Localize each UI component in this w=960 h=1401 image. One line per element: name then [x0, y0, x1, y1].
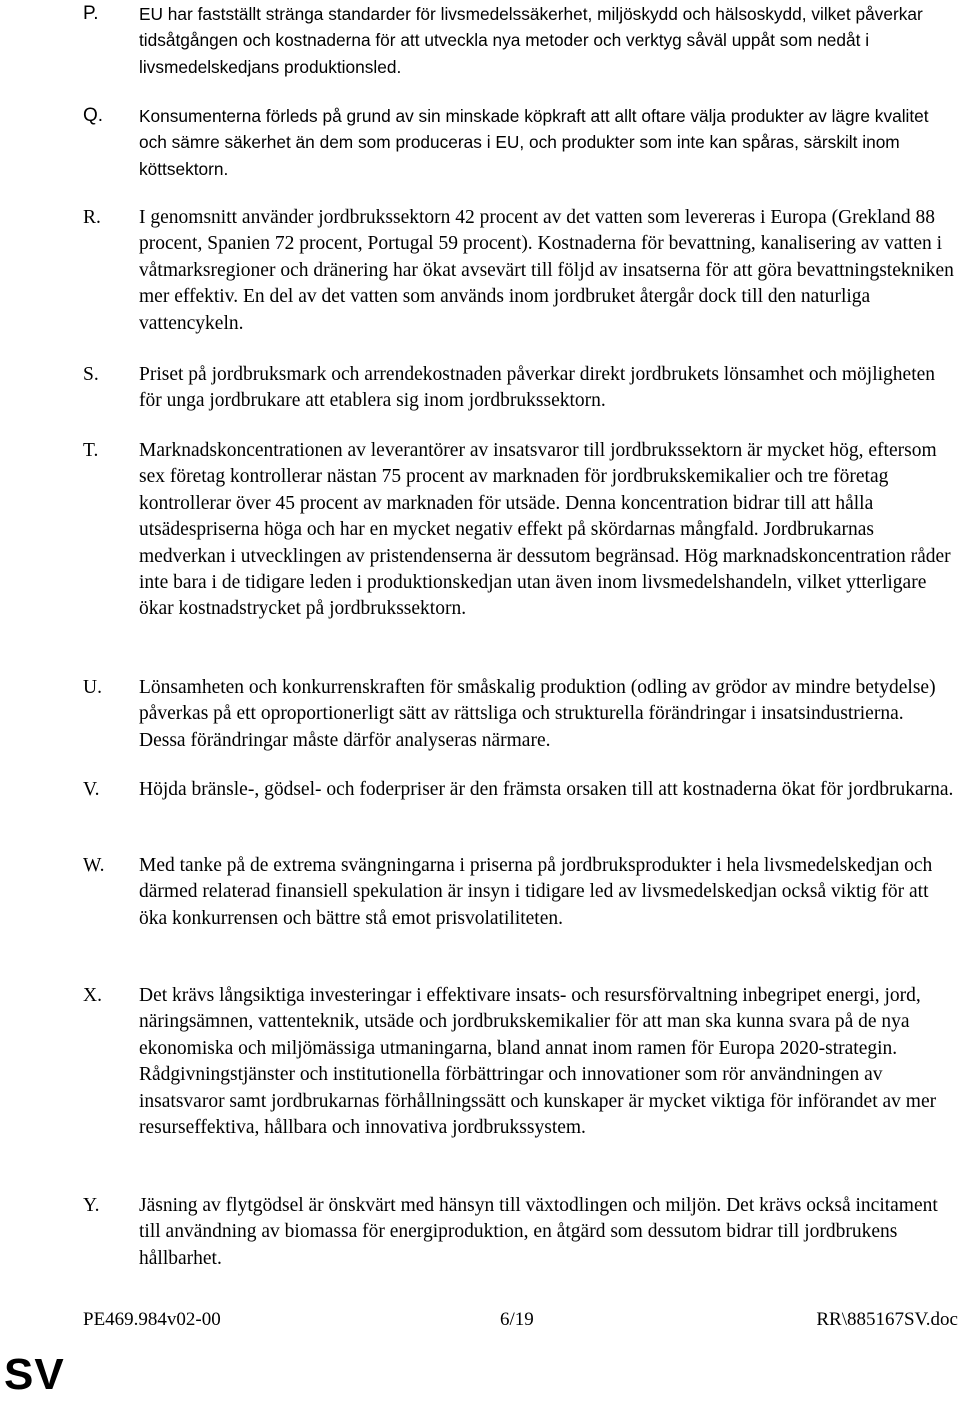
paragraph-marker: R.: [83, 207, 101, 228]
paragraph-text: Det krävs långsiktiga investeringar i effektivare insats- och resursförvaltning inbegripet energi, jord, näringsämnen, vattenteknik, utsäde och jordbrukskemikalier för att man ska kunna svara på de nya ekonomiska och miljömässiga utmaningarna, bland annat inom ramen för Europa 2020-strategin. Rådgivningstjänster och institutionella förbättringar och innovationer som rör användningen av insatsvaror samt jordbrukarnas förhållningssätt och kunskaper är mycket viktiga för införandet av mer resurseffektiva, hållbara och innovativa jordbrukssystem.: [139, 985, 937, 1139]
paragraph-text: Jäsning av flytgödsel är önskvärt med hänsyn till växtodlingen och miljön. Det krävs också incitament till användning av biomassa för energiproduktion, en åtgärd som dessutom bidrar till jordbrukens hållbarhet.: [139, 1195, 938, 1269]
paragraph-marker: S.: [83, 364, 99, 385]
footer-doc-ref: PE469.984v02-00: [83, 1309, 221, 1330]
paragraph-marker: Q.: [83, 105, 104, 126]
paragraph-text: I genomsnitt använder jordbrukssektorn 42 procent av det vatten som levereras i Europa (Grekland 88 procent, Spanien 72 procent, Portugal 59 procent). Kostnaderna för bevattning, kanalisering av vatten i våtmarksregioner och dränering har ökat avsevärt till följd av insatserna för att göra bevattningstekniken mer effektiv. En del av det vatten som används inom jordbruket återgår dock till den naturliga vattencykeln.: [139, 207, 954, 334]
paragraph-text: Priset på jordbruksmark och arrendekostnaden påverkar direkt jordbrukets lönsamhet och möjligheten för unga jordbrukare att etablera sig inom jordbrukssektorn.: [139, 364, 936, 412]
footer-page-number: 6/19: [500, 1309, 534, 1330]
paragraph-marker: Y.: [83, 1195, 100, 1216]
paragraph-text: Marknadskoncentrationen av leverantörer av insatsvaror till jordbrukssektorn är mycket hög, eftersom sex företag kontrollerar nästan 75 procent av marknaden för jordbrukskemikalier och tre företag kontrollerar över 45 procent av marknaden för utsäde. Denna koncentration bidrar till att hålla utsädespriserna höga och har en mycket negativ effekt på skördarnas mångfald. Jordbrukarnas medverkan i utvecklingen av pristendenserna är dessutom begränsad. Hög marknadskoncentration råder inte bara i de tidigare leden i produktionskedjan utan även inom livsmedelshandeln, vilket ytterligare ökar kostnadstrycket på jordbrukssektorn.: [139, 440, 951, 620]
paragraph-text: Lönsamheten och konkurrenskraften för småskalig produktion (odling av grödor av mindre betydelse) påverkas på ett oproportionerligt sätt av rättsliga och strukturella förändringar i insatsindustrierna. Dessa förändringar måste därför analyseras närmare.: [139, 677, 936, 751]
paragraph-marker: V.: [83, 779, 100, 800]
footer-file-name: RR\885167SV.doc: [816, 1309, 958, 1330]
paragraph-text: EU har fastställt stränga standarder för livsmedelssäkerhet, miljöskydd och hälsoskydd, vilket påverkar tidsåtgången och kostnaderna för att utveckla nya metoder och verktyg såväl uppåt som nedåt i livsmedelskedjans produktionsled.: [139, 4, 923, 77]
paragraph-text: Konsumenterna förleds på grund av sin minskade köpkraft att allt oftare välja produkter av lägre kvalitet och sämre säkerhet än dem som produceras i EU, och produkter som inte kan spåras, särskilt inom köttsektorn.: [139, 106, 929, 179]
paragraph-marker: X.: [83, 985, 102, 1006]
paragraph-marker: U.: [83, 677, 102, 698]
language-code: SV: [4, 1350, 65, 1399]
paragraph-marker: W.: [83, 855, 105, 876]
paragraph-marker: P.: [83, 3, 99, 24]
paragraph-marker: T.: [83, 440, 99, 461]
paragraph-text: Med tanke på de extrema svängningarna i priserna på jordbruksprodukter i hela livsmedelskedjan och därmed relaterad finansiell spekulation är insyn i tidigare led av livsmedelskedjan också viktig för att öka konkurrensen och bättre stå emot prisvolatiliteten.: [139, 855, 933, 929]
paragraph-text: Höjda bränsle-, gödsel- och foderpriser är den främsta orsaken till att kostnaderna ökat för jordbrukarna.: [139, 779, 954, 800]
